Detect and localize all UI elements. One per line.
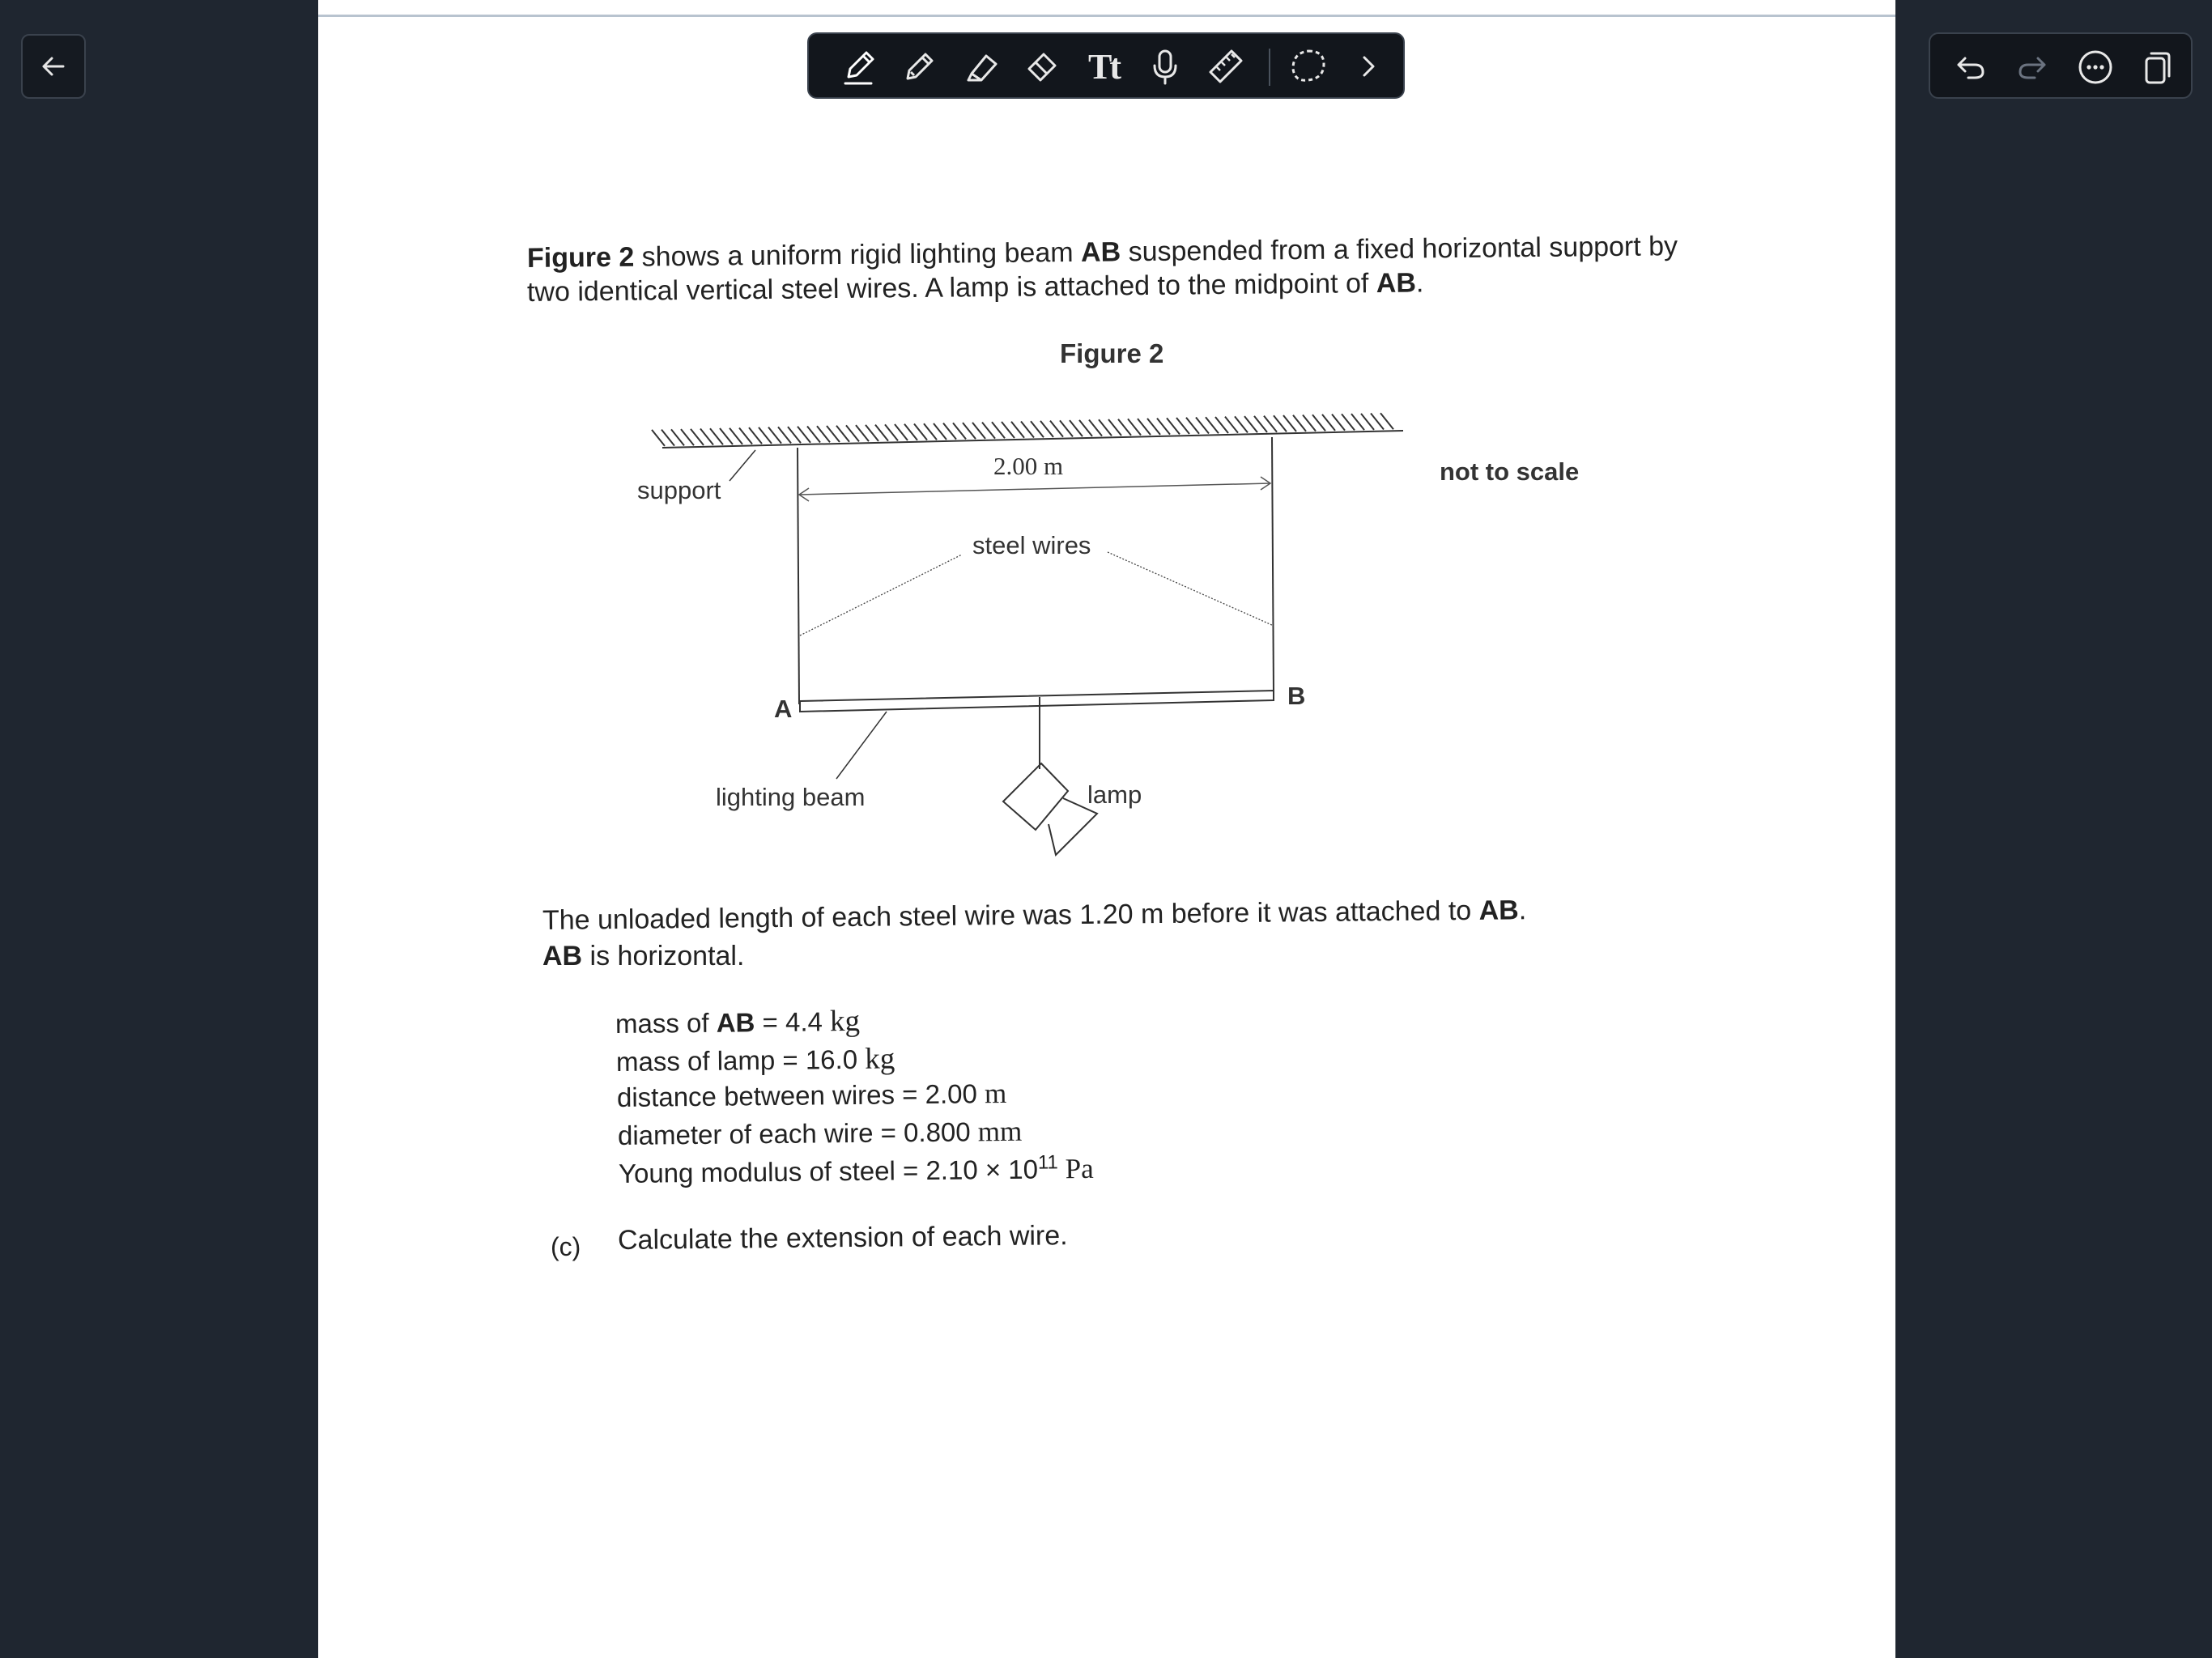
hatch-mark bbox=[1342, 414, 1355, 430]
end-a-label: A bbox=[774, 695, 793, 723]
hatch-mark bbox=[1225, 417, 1238, 433]
hatch-mark bbox=[953, 423, 966, 439]
hatch-mark bbox=[1283, 415, 1296, 432]
pages-button[interactable] bbox=[2136, 46, 2178, 88]
hatch-mark bbox=[856, 425, 869, 441]
pen-tool-icon bbox=[839, 46, 879, 87]
hatch-mark bbox=[1254, 416, 1267, 432]
hatch-mark bbox=[720, 428, 733, 444]
hatch-mark bbox=[1089, 420, 1102, 436]
ab-ref: AB bbox=[716, 1007, 755, 1038]
hatch-mark bbox=[807, 427, 820, 443]
pencil-tool-icon bbox=[900, 46, 940, 87]
wires-pointer-left bbox=[800, 555, 962, 636]
hatch-mark bbox=[1361, 414, 1374, 430]
hatch-mark bbox=[788, 427, 801, 443]
chevron-right-icon bbox=[1348, 46, 1389, 87]
hatch-mark bbox=[768, 427, 781, 444]
data-text: Young modulus of steel = 2.10 × 10 bbox=[618, 1154, 1039, 1188]
support-hatching bbox=[652, 413, 1403, 448]
hatch-mark bbox=[739, 427, 752, 444]
hatch-mark bbox=[992, 422, 1005, 438]
hatch-mark bbox=[1186, 418, 1199, 434]
figure-title: Figure 2 bbox=[1060, 338, 1164, 368]
hatch-mark bbox=[778, 427, 791, 443]
pages-icon bbox=[2138, 49, 2176, 86]
pencil-tool-button[interactable] bbox=[898, 45, 942, 88]
microphone-button[interactable] bbox=[1143, 45, 1187, 88]
ruler-icon bbox=[1206, 46, 1246, 87]
wires-pointer-right bbox=[1108, 552, 1274, 626]
hatch-mark bbox=[1206, 417, 1219, 433]
intro-text: . bbox=[1415, 267, 1424, 299]
hatch-mark bbox=[1128, 419, 1141, 435]
hatch-mark bbox=[827, 426, 840, 442]
hatch-mark bbox=[1040, 421, 1053, 437]
hatch-mark bbox=[904, 424, 917, 440]
span-arrow-right-head bbox=[1261, 477, 1270, 490]
intro-line-1 bbox=[527, 231, 1678, 274]
text-tool-button[interactable] bbox=[1082, 45, 1125, 88]
unit-text: kg bbox=[829, 1004, 861, 1039]
intro-text: suspended from a fixed horizontal support by bbox=[1120, 231, 1678, 268]
para2-text: . bbox=[1518, 895, 1527, 926]
data-text: mass of bbox=[615, 1007, 717, 1039]
document-page bbox=[318, 0, 1895, 1658]
hatch-mark bbox=[1380, 413, 1393, 429]
right-wire bbox=[1272, 437, 1274, 693]
eraser-tool-icon bbox=[1023, 46, 1063, 87]
highlighter-tool-icon bbox=[962, 46, 1002, 87]
toolbar-separator bbox=[1269, 49, 1270, 86]
text-tool-icon: Tt bbox=[1088, 46, 1119, 87]
more-options-button[interactable] bbox=[2074, 46, 2116, 88]
hatch-mark bbox=[846, 425, 859, 441]
not-to-scale-label: not to scale bbox=[1440, 457, 1580, 486]
hatch-mark bbox=[866, 425, 878, 441]
hatch-mark bbox=[1235, 416, 1248, 432]
hatch-mark bbox=[1079, 420, 1092, 436]
hatch-mark bbox=[1070, 420, 1083, 436]
intro-line-2 bbox=[527, 267, 1424, 308]
hatch-mark bbox=[982, 423, 995, 439]
document-actions-toolbar bbox=[1929, 32, 2193, 99]
span-label: 2.00 m bbox=[993, 452, 1064, 480]
hatch-mark bbox=[1118, 419, 1131, 436]
unit-text: mm bbox=[977, 1115, 1023, 1148]
hatch-mark bbox=[1138, 419, 1151, 435]
ab-ref: AB bbox=[1478, 895, 1519, 926]
para2-text: The unloaded length of each steel wire was 1.20 m before it was attached to bbox=[542, 895, 1479, 936]
redo-icon bbox=[2014, 49, 2051, 86]
undo-button[interactable] bbox=[1950, 46, 1992, 88]
hatch-mark bbox=[1176, 418, 1189, 434]
data-text: diameter of each wire = 0.800 bbox=[617, 1116, 979, 1150]
diameter-line bbox=[618, 1116, 1023, 1152]
hatch-mark bbox=[798, 427, 810, 443]
para2-text: is horizontal. bbox=[582, 941, 745, 971]
unit-text: kg bbox=[865, 1042, 895, 1076]
hatch-mark bbox=[885, 424, 898, 440]
hatch-mark bbox=[1060, 420, 1073, 436]
hatch-mark bbox=[836, 426, 849, 442]
hatch-mark bbox=[1303, 414, 1316, 431]
lasso-icon bbox=[1288, 46, 1329, 87]
intro-text: shows a uniform rigid lighting beam bbox=[634, 236, 1082, 273]
hatch-mark bbox=[730, 428, 742, 444]
question-text: Calculate the extension of each wire. bbox=[617, 1220, 1068, 1256]
steel-wires-label: steel wires bbox=[972, 531, 1091, 559]
data-text: mass of lamp = 16.0 bbox=[615, 1044, 866, 1077]
unit-text: m bbox=[984, 1077, 1007, 1110]
intro-text: two identical vertical steel wires. A lamp is attached to the midpoint of bbox=[526, 268, 1376, 308]
eraser-tool-button[interactable] bbox=[1021, 45, 1065, 88]
redo-button[interactable] bbox=[2011, 46, 2053, 88]
hatch-mark bbox=[943, 423, 956, 440]
hatch-mark bbox=[972, 423, 985, 439]
arrow-left-icon bbox=[37, 50, 70, 83]
hatch-mark bbox=[895, 424, 908, 440]
more-options-icon bbox=[2077, 49, 2114, 86]
data-text: distance between wires = 2.00 bbox=[616, 1078, 985, 1112]
para2-line-2 bbox=[542, 941, 744, 972]
drawing-toolbar bbox=[807, 32, 1405, 99]
hatch-mark bbox=[671, 429, 684, 445]
hatch-mark bbox=[1244, 416, 1257, 432]
hatch-mark bbox=[1031, 421, 1044, 437]
hatch-mark bbox=[1332, 414, 1345, 431]
hatch-mark bbox=[817, 426, 830, 442]
ab-ref: AB bbox=[542, 941, 583, 971]
lasso-button[interactable] bbox=[1287, 45, 1330, 88]
hatch-mark bbox=[1322, 414, 1335, 431]
back-button[interactable] bbox=[21, 34, 86, 99]
hatch-mark bbox=[1351, 414, 1364, 430]
hatch-mark bbox=[691, 429, 704, 445]
mass-ab-line bbox=[615, 1004, 860, 1041]
lighting-beam bbox=[800, 691, 1274, 712]
hatch-mark bbox=[1293, 415, 1306, 432]
hatch-mark bbox=[1108, 419, 1121, 436]
para2-line-1 bbox=[542, 895, 1527, 937]
hatch-mark bbox=[1157, 419, 1170, 435]
span-arrow bbox=[799, 483, 1270, 495]
hatch-mark bbox=[1312, 414, 1325, 431]
pen-tool-button[interactable] bbox=[837, 45, 881, 88]
hatch-mark bbox=[661, 430, 674, 446]
hatch-mark bbox=[710, 428, 723, 444]
lighting-beam-label: lighting beam bbox=[716, 783, 866, 811]
hatch-mark bbox=[1099, 419, 1112, 436]
figure-ref: Figure 2 bbox=[526, 241, 635, 274]
toolbar-expand-button[interactable] bbox=[1346, 45, 1390, 88]
hatch-mark bbox=[1011, 422, 1024, 438]
hatch-mark bbox=[759, 427, 772, 444]
hatch-mark bbox=[963, 423, 976, 439]
hatch-mark bbox=[1021, 421, 1034, 437]
hatch-mark bbox=[1215, 417, 1228, 433]
hatch-mark bbox=[1147, 419, 1160, 435]
left-wire bbox=[798, 448, 799, 704]
beam-pointer bbox=[836, 712, 887, 779]
hatch-mark bbox=[934, 423, 946, 440]
young-modulus-line bbox=[619, 1151, 1094, 1190]
ruler-button[interactable] bbox=[1204, 45, 1248, 88]
question-label: (c) bbox=[551, 1232, 581, 1261]
end-b-label: B bbox=[1287, 682, 1306, 710]
support-pointer bbox=[730, 450, 755, 481]
hatch-mark bbox=[1196, 418, 1209, 434]
hatch-mark bbox=[1167, 418, 1180, 434]
span-arrow-left-head bbox=[799, 488, 809, 501]
hatch-mark bbox=[1002, 422, 1015, 438]
hatch-mark bbox=[875, 425, 888, 441]
data-text: = 4.4 bbox=[755, 1006, 831, 1038]
lamp-body bbox=[1003, 763, 1068, 830]
exponent-text: 11 bbox=[1037, 1151, 1058, 1174]
hatch-mark bbox=[700, 429, 713, 445]
hatch-mark bbox=[681, 429, 694, 445]
page-top-border bbox=[318, 15, 1895, 17]
hatch-mark bbox=[749, 427, 762, 444]
ab-ref: AB bbox=[1080, 236, 1121, 268]
highlighter-tool-button[interactable] bbox=[960, 45, 1004, 88]
unit-text: Pa bbox=[1057, 1152, 1094, 1185]
hatch-mark bbox=[1274, 415, 1287, 432]
distance-line bbox=[617, 1078, 1007, 1114]
hatch-mark bbox=[924, 423, 937, 440]
support-label: support bbox=[637, 476, 721, 504]
hatch-mark bbox=[914, 423, 927, 440]
hatch-mark bbox=[1050, 421, 1063, 437]
undo-icon bbox=[1952, 49, 1989, 86]
mass-lamp-line bbox=[616, 1041, 895, 1079]
lamp-label: lamp bbox=[1087, 780, 1142, 809]
hatch-mark bbox=[652, 430, 665, 446]
hatch-mark bbox=[1264, 416, 1277, 432]
hatch-mark bbox=[1371, 414, 1384, 430]
ab-ref: AB bbox=[1376, 267, 1417, 300]
microphone-icon bbox=[1145, 46, 1185, 87]
